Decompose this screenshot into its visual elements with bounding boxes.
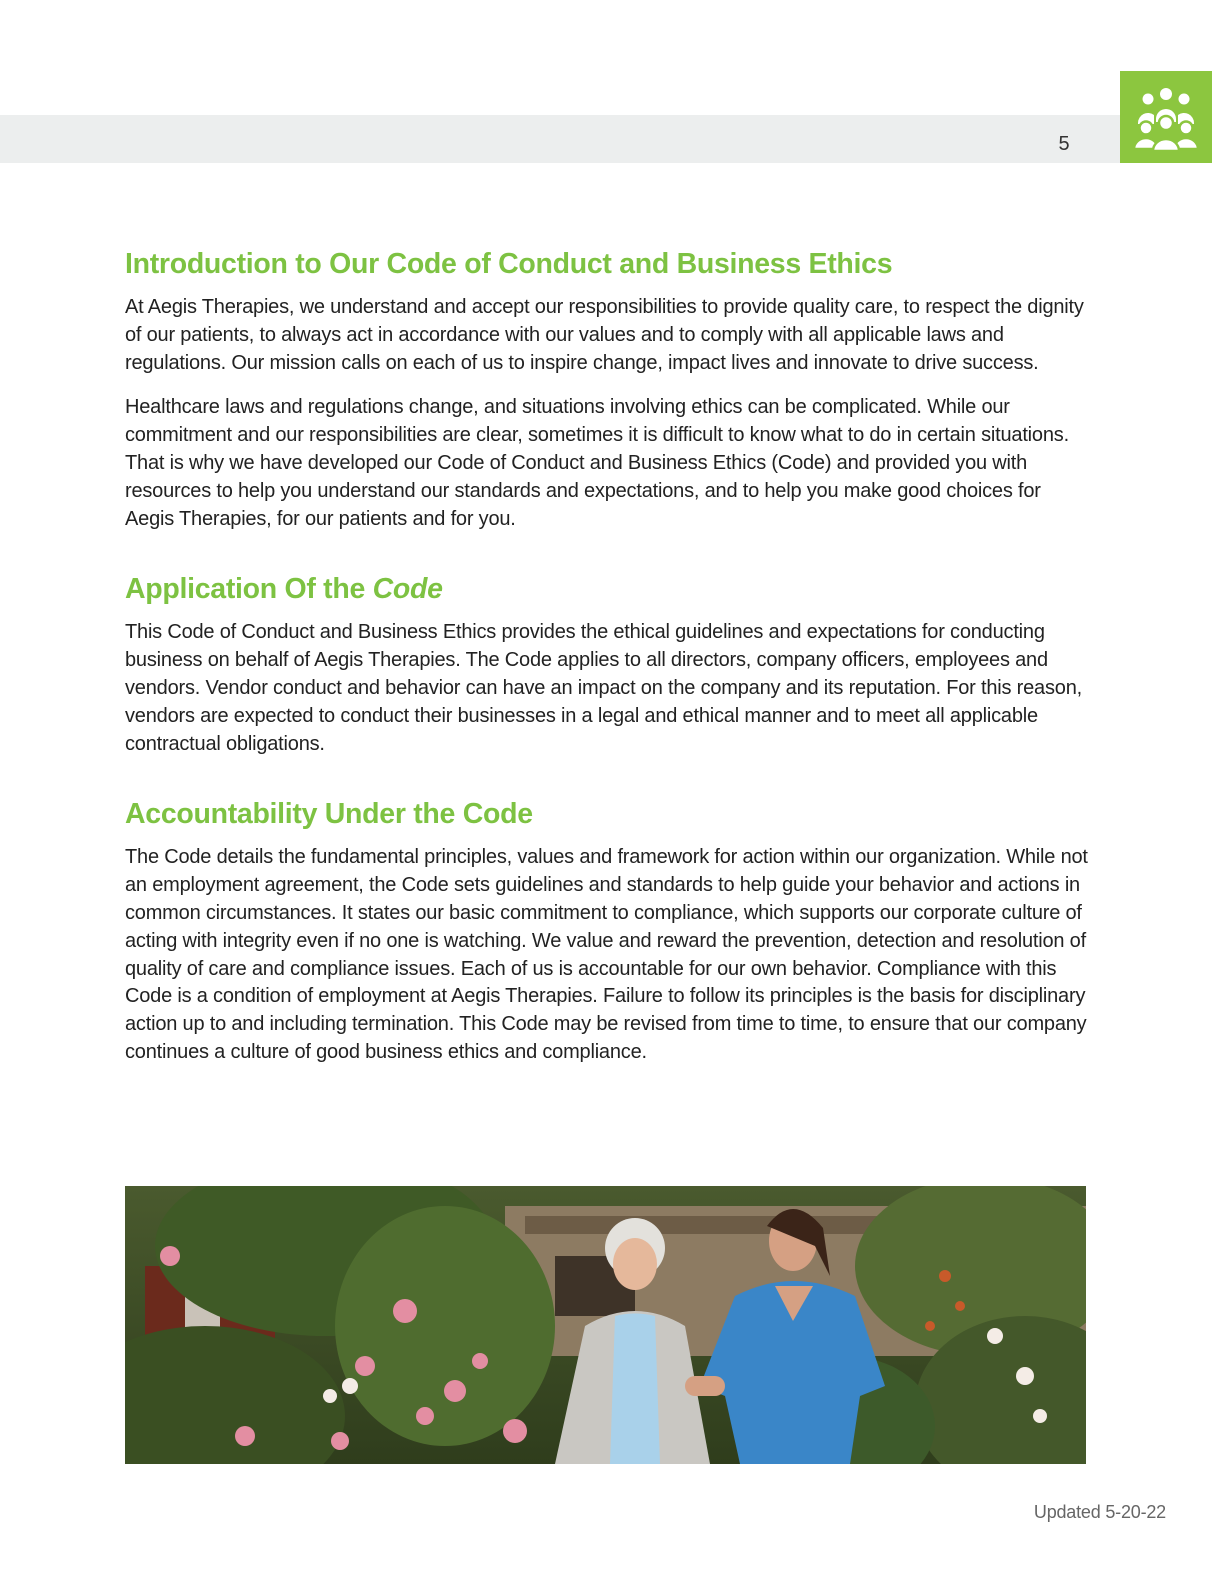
section-heading-accountability: Accountability Under the Code xyxy=(125,798,533,831)
paragraph-introduction-1: At Aegis Therapies, we understand and accept our responsibilities to provide quality care, to respect the dignity of our patients, to always act in accordance with our values and to comply with all applicable laws and regulations. Our mission calls on each of us to inspire change, impact lives and innovate to drive success. xyxy=(125,296,1084,374)
section-tab xyxy=(1120,71,1212,163)
header-band xyxy=(0,115,1120,163)
paragraph-introduction-2: Healthcare laws and regulations change, and situations involving ethics can be complicated. While our commitment and our responsibilities are clear, sometimes it is difficult to know what to do in certain situations. That is why we have developed our Code of Conduct and Business Ethics (Code) and provided you with resources to help you understand our standards and expectations, and to help you make good choices for Aegis Therapies, for our patients and for you. xyxy=(125,396,1069,530)
people-group-icon xyxy=(1132,85,1200,151)
main-content xyxy=(125,246,1090,1067)
photo-caregiver-walking-with-patient xyxy=(125,1186,1086,1464)
heading-italic-text: Code xyxy=(372,573,443,606)
section-heading-introduction: Introduction to Our Code of Conduct and Business Ethics xyxy=(125,248,893,280)
updated-date: Updated 5-20-22 xyxy=(1033,1502,1166,1522)
paragraph-application: This Code of Conduct and Business Ethics provides the ethical guidelines and expectations for conducting business on behalf of Aegis Therapies. The Code applies to all directors, company officers, employees and vendors. Vendor conduct and behavior can have an impact on the company and its reputation. For this reason, vendors are expected to conduct their businesses in a legal and ethical manner and to meet all applicable contractual obligations. xyxy=(125,621,1082,755)
heading-text: Application Of the xyxy=(125,573,373,606)
paragraph-accountability: The Code details the fundamental principles, values and framework for action within our organization. While not an employment agreement, the Code sets guidelines and standards to help guide your behavior and actions in common circumstances. It states our basic commitment to compliance, which supports our corporate culture of acting with integrity even if no one is watching. We value and reward the prevention, detection and resolution of quality of care and compliance issues. Each of us is accountable for our own behavior. Compliance with this Code is a condition of employment at Aegis Therapies. Failure to follow its principles is the basis for disciplinary action up to and including termination. This Code may be revised from time to time, to ensure that our company continues a culture of good business ethics and compliance. xyxy=(125,846,1088,1063)
section-heading-application xyxy=(125,571,1090,607)
page-number: 5 xyxy=(1058,133,1070,155)
